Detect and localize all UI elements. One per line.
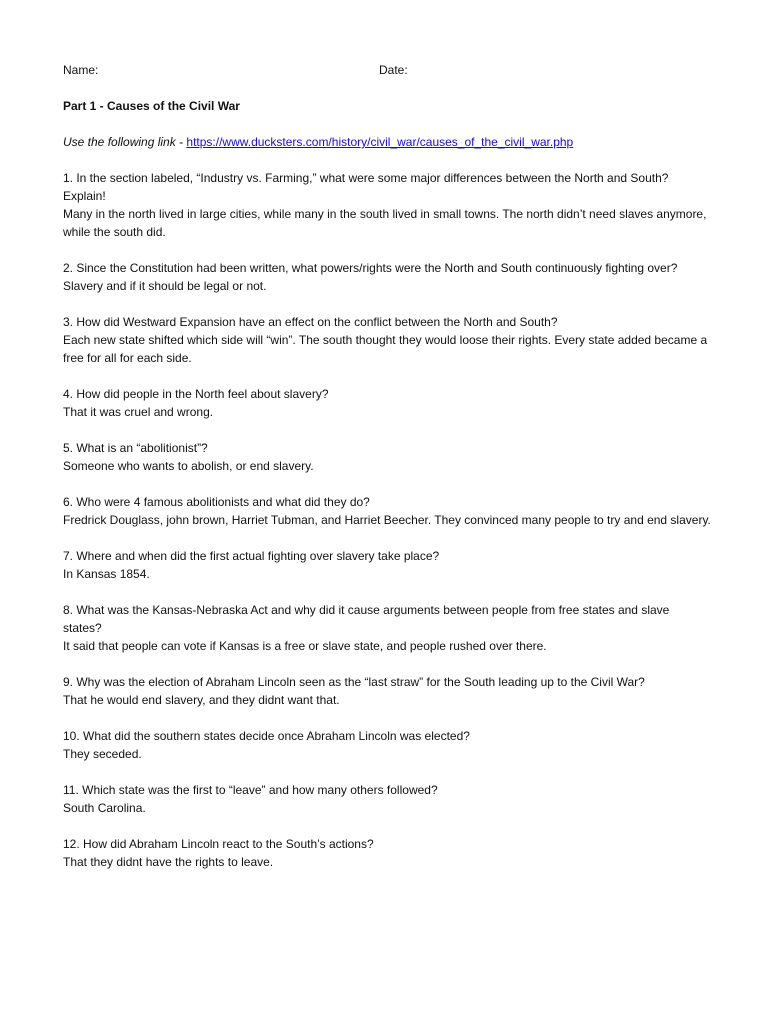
qa-item-3: [63, 313, 711, 367]
answer-3: Each new state shifted which side will “win”. The south thought they would loose their rights. Every state added became a free for all for each side.: [63, 333, 708, 365]
answer-10: They seceded.: [63, 747, 142, 761]
question-5: 5. What is an “abolitionist”?: [63, 441, 208, 455]
question-8: 8. What was the Kansas-Nebraska Act and why did it cause arguments between people from free states and slave states?: [63, 603, 670, 635]
question-11: 11. Which state was the first to “leave” and how many others followed?: [63, 783, 438, 797]
question-4: 4. How did people in the North feel about slavery?: [63, 387, 329, 401]
question-7: 7. Where and when did the first actual fighting over slavery take place?: [63, 549, 440, 563]
answer-12: That they didnt have the rights to leave.: [63, 855, 274, 869]
answer-2: Slavery and if it should be legal or not.: [63, 279, 267, 293]
question-9: 9. Why was the election of Abraham Lincoln seen as the “last straw” for the South leading up to the Civil War?: [63, 675, 645, 689]
qa-item-12: [63, 835, 711, 871]
question-3: 3. How did Westward Expansion have an effect on the conflict between the North and South?: [63, 315, 558, 329]
question-10: 10. What did the southern states decide once Abraham Lincoln was elected?: [63, 729, 470, 743]
name-label: Name:: [63, 63, 99, 77]
qa-item-4: [63, 385, 711, 421]
answer-4: That it was cruel and wrong.: [63, 405, 214, 419]
question-2: 2. Since the Constitution had been written, what powers/rights were the North and South continuously fighting over?: [63, 261, 678, 275]
qa-item-7: [63, 547, 711, 583]
qa-item-9: [63, 673, 711, 709]
qa-item-6: [63, 493, 711, 529]
header-row: [63, 61, 713, 79]
qa-item-10: [63, 727, 711, 763]
ducksters-link[interactable]: https://www.ducksters.com/history/civil_war/causes_of_the_civil_war.php: [186, 135, 574, 149]
question-6: 6. Who were 4 famous abolitionists and what did they do?: [63, 495, 370, 509]
qa-item-8: [63, 601, 711, 655]
answer-6: Fredrick Douglass, john brown, Harriet Tubman, and Harriet Beecher. They convinced many people to try and end slavery.: [63, 513, 711, 527]
question-list: [63, 169, 711, 889]
qa-item-11: [63, 781, 711, 817]
answer-5: Someone who wants to abolish, or end slavery.: [63, 459, 314, 473]
answer-7: In Kansas 1854.: [63, 567, 150, 581]
instruction-text: Use the following link -: [63, 135, 187, 149]
qa-item-1: [63, 169, 711, 241]
question-1: 1. In the section labeled, “Industry vs. Farming,” what were some major differences between the North and South? Explain!: [63, 171, 669, 203]
qa-item-2: [63, 259, 711, 295]
date-label: Date:: [379, 63, 408, 77]
answer-9: That he would end slavery, and they didnt want that.: [63, 693, 340, 707]
question-12: 12. How did Abraham Lincoln react to the South’s actions?: [63, 837, 374, 851]
answer-8: It said that people can vote if Kansas is a free or slave state, and people rushed over there.: [63, 639, 547, 653]
answer-1: Many in the north lived in large cities, while many in the south lived in small towns. The north didn’t need slaves anymore, while the south did.: [63, 207, 707, 239]
answer-11: South Carolina.: [63, 801, 146, 815]
part-title: Part 1 - Causes of the Civil War: [63, 99, 240, 113]
qa-item-5: [63, 439, 711, 475]
instruction-line: [63, 133, 713, 151]
